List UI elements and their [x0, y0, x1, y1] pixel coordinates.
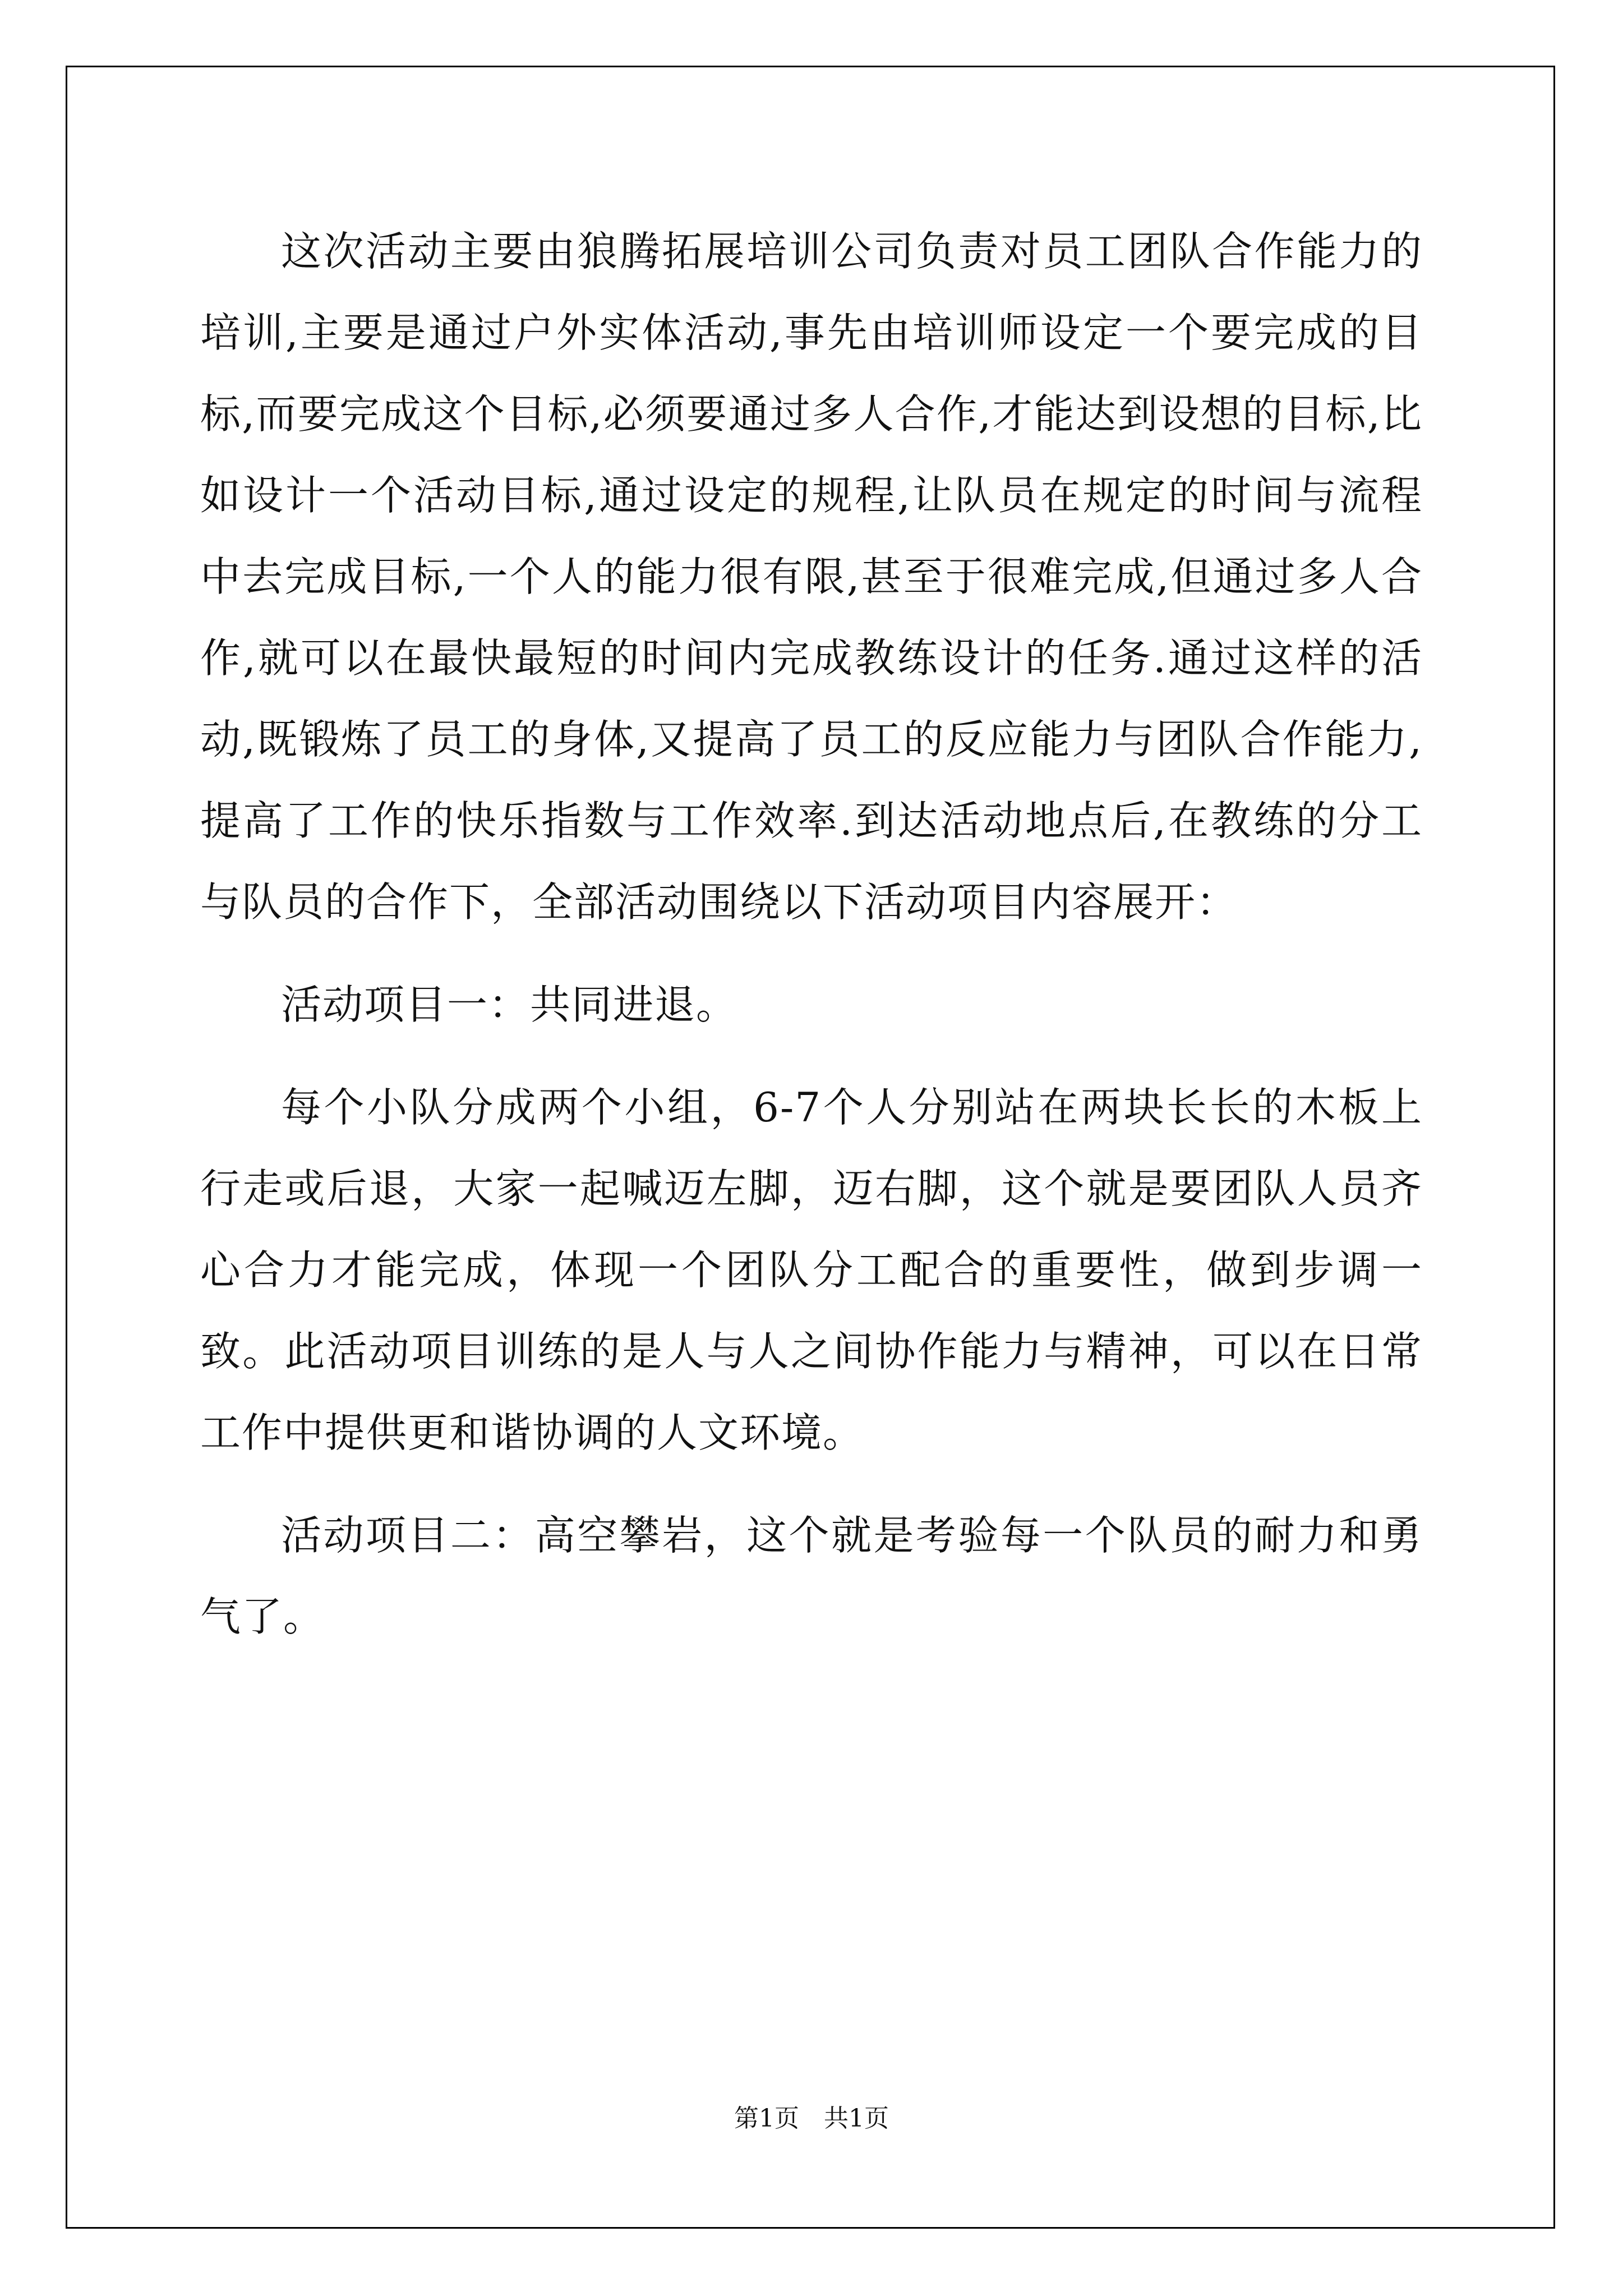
paragraph-activity-one-detail: 每个小队分成两个小组，6-7个人分别站在两块长长的木板上行走或后退，大家一起喊迈左脚，迈右脚，这个就是要团队人员齐心合力才能完成，体现一个团队分工配合的重要性，做到步调一致。此活动项目训练的是人与人之间协作能力与精神，可以在日常工作中提供更和谐协调的人文环境。: [200, 1084, 1423, 1456]
paragraph-activity-two: 活动项目二：高空攀岩，这个就是考验每一个队员的耐力和勇气了。: [200, 1512, 1423, 1640]
paragraph-intro: 这次活动主要由狼腾拓展培训公司负责对员工团队合作能力的培训,主要是通过户外实体活动,事先由培训师设定一个要完成的目标,而要完成这个目标,必须要通过多人合作,才能达到设想的目标,比如设计一个活动目标,通过设定的规程,让队员在规定的时间与流程中去完成目标,一个人的能力很有限,甚至于很难完成,但通过多人合作,就可以在最快最短的时间内完成教练设计的任务.通过这样的活动,既锻炼了员工的身体,又提高了员工的反应能力与团队合作能力,提高了工作的快乐指数与工作效率.到达活动地点后,在教练的分工与队员的合作下，全部活动围绕以下活动项目内容展开：: [200, 228, 1423, 926]
page-footer: 第1页 共1页: [734, 2104, 889, 2133]
paragraph-activity-one-title: 活动项目一：共同进退。: [281, 981, 738, 1028]
document-body: [200, 211, 1423, 1658]
